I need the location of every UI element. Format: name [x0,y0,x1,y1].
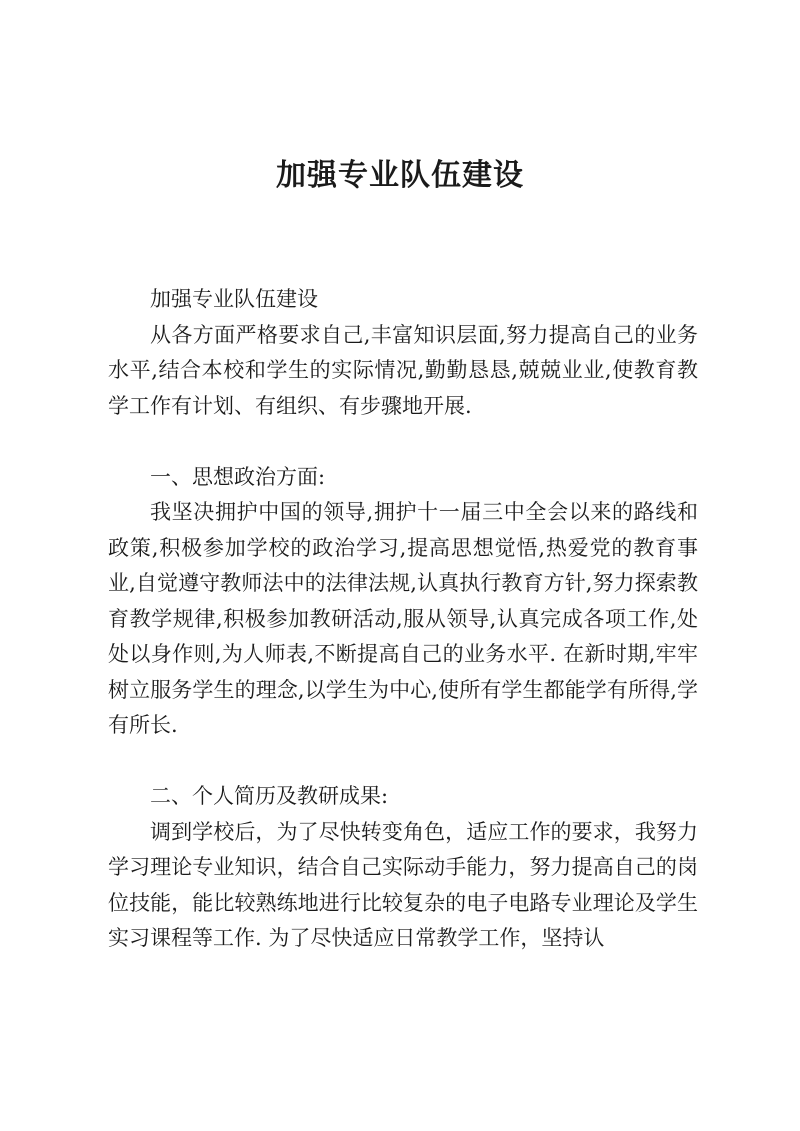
paragraph-spacer [108,424,698,460]
intro-heading: 加强专业队伍建设 [150,287,318,311]
section-paragraph-resume: 调到学校后，为了尽快转变角色，适应工作的要求，我努力学习理论专业知识，结合自己实际动手能力，努力提高自己的岗位技能，能比较熟练地进行比较复杂的电子电路专业理论及学生实习课程等工作. 为了尽快适应日常教学工作，坚持认 [108,819,698,950]
section-paragraph-political: 我坚决拥护中国的领导,拥护十一届三中全会以来的路线和政策,积极参加学校的政治学习,提高思想觉悟,热爱党的教育事业,自觉遵守教师法中的法律法规,认真执行教育方针,努力探索教育教学规律,积极参加教研活动,服从领导,认真完成各项工作,处处以身作则,为人师表,不断提高自己的业务水平. 在新时期,牢牢树立服务学生的理念,以学生为中心,使所有学生都能学有所得,学有所长. [108,500,698,737]
section-heading-political: 一、思想政治方面: [150,464,326,489]
intro-paragraph: 从各方面严格要求自己,丰富知识层面,努力提高自己的业务水平,结合本校和学生的实际情况,勤勤恳恳,兢兢业业,使教育教学工作有计划、有组织、有步骤地开展. [108,322,698,418]
document-title: 加强专业队伍建设 [276,158,524,193]
document-body [108,282,698,957]
paragraph-spacer [108,744,698,780]
section-heading-resume: 二、个人简历及教研成果: [150,784,389,808]
